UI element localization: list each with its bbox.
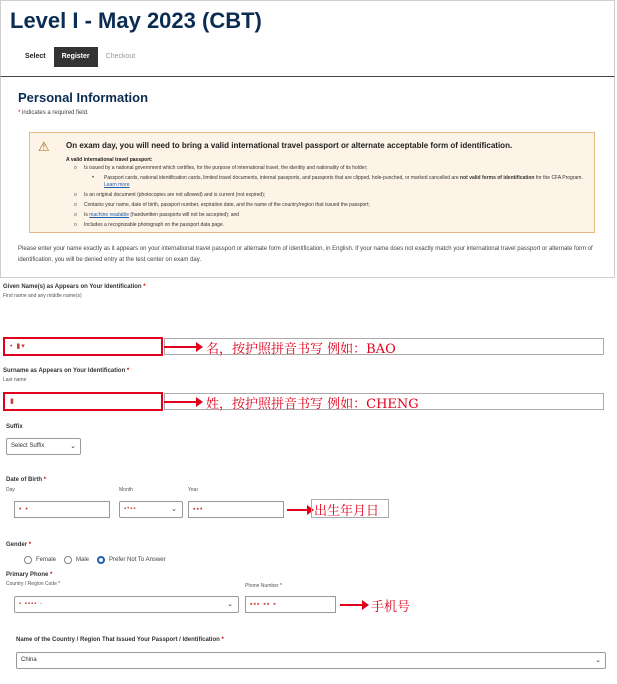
arrow-icon bbox=[164, 346, 198, 348]
gender-male-radio[interactable] bbox=[64, 556, 72, 564]
dob-year-input[interactable]: ▪▪• bbox=[188, 501, 284, 518]
phone-label: Primary Phone * bbox=[6, 572, 53, 578]
step-checkout[interactable]: Checkout bbox=[105, 53, 136, 60]
arrow-icon bbox=[340, 604, 364, 606]
phone-annotation: 手机号 bbox=[371, 600, 411, 615]
gender-female-label: Female bbox=[36, 557, 57, 563]
given-name-highlight bbox=[3, 337, 163, 356]
surname-annotation: 姓，按护照拼音书写 例如：CHENG bbox=[206, 397, 419, 412]
given-name-hint: First name and any middle name(s) bbox=[3, 293, 82, 299]
list-item: o Is an original document (photocopies are not allowed) and is current (not expired); bbox=[74, 192, 594, 199]
country-code-hint: Country / Region Code * bbox=[6, 581, 61, 587]
given-name-label: Given Name(s) as Appears on Your Identification * bbox=[3, 284, 146, 290]
list-item: o Is machine readable (handwritten passports will not be accepted); and bbox=[74, 212, 594, 219]
dob-day-input[interactable]: • • bbox=[14, 501, 110, 518]
warning-heading: On exam day, you will need to bring a valid international travel passport or alternate acceptable form of identification. bbox=[66, 141, 513, 150]
given-name-annotation: 名，按护照拼音书写 例如：BAO bbox=[206, 342, 396, 357]
country-select[interactable]: China ⌄ bbox=[16, 652, 606, 669]
step-tabs bbox=[17, 47, 143, 67]
chevron-down-icon: ⌄ bbox=[171, 506, 178, 513]
arrow-icon bbox=[287, 509, 309, 511]
warning-triangle-icon: ⚠ bbox=[38, 139, 50, 154]
page-title: Level I - May 2023 (CBT) bbox=[10, 8, 262, 33]
list-item: o Contains your name, date of birth, passport number, expiration date, and the name of the country/region that issued the passport; bbox=[74, 202, 594, 209]
suffix-select[interactable]: Select Suffix ⌄ bbox=[6, 438, 81, 455]
dob-day-hint: Day bbox=[6, 487, 15, 493]
phone-number-hint: Phone Number * bbox=[245, 583, 282, 589]
given-name-input[interactable]: • ▮▾ bbox=[10, 343, 26, 350]
warning-list bbox=[74, 165, 594, 232]
gender-label: Gender * bbox=[6, 542, 32, 548]
list-item: o Includes a recognizable photograph on the passport data page. bbox=[74, 222, 594, 229]
surname-label: Surname as Appears on Your Identification * bbox=[3, 368, 130, 374]
gender-prefer-not-label: Prefer Not To Answer bbox=[109, 557, 166, 563]
dob-label: Date of Birth * bbox=[6, 477, 47, 483]
list-item: • Passport cards, national identification cards, limited travel documents, internal passports, and passports that are clipped, hole-punched, or marked cancelled are not valid forms of identification for the CFA Program. Learn more bbox=[84, 175, 594, 189]
dob-annotation: 出生年月日 bbox=[314, 504, 380, 519]
dob-month-hint: Month bbox=[119, 487, 133, 493]
dob-year-hint: Year bbox=[188, 487, 199, 493]
gender-radio-group bbox=[24, 556, 174, 564]
required-note: * indicates a required field. bbox=[18, 110, 89, 116]
step-select[interactable]: Select bbox=[25, 53, 46, 60]
learn-more-link[interactable]: Learn more bbox=[104, 182, 130, 188]
country-code-select[interactable]: ▪ ▪▪▪▪ - ⌄ bbox=[14, 596, 239, 613]
surname-hint: Last name bbox=[3, 377, 27, 383]
country-label: Name of the Country / Region That Issued Your Passport / Identification * bbox=[16, 637, 224, 643]
name-instructions: Please enter your name exactly as it appears on your international travel passport or alternate form of identification, in English. If your name does not exactly match your international travel passport or alternate form of identification, you will be denied entry at the test center on exam day. bbox=[18, 246, 593, 263]
gender-female-radio[interactable] bbox=[24, 556, 32, 564]
phone-number-input[interactable]: ▪▪▪ ▪▪ ▪ bbox=[245, 596, 336, 613]
chevron-down-icon: ⌄ bbox=[70, 443, 76, 450]
arrow-icon bbox=[164, 401, 198, 403]
surname-highlight bbox=[3, 392, 163, 411]
suffix-label: Suffix bbox=[6, 424, 23, 430]
id-warning-box bbox=[29, 132, 595, 233]
warning-subheading: A valid international travel passport: bbox=[66, 157, 153, 163]
gender-male-label: Male bbox=[76, 557, 90, 563]
dob-month-select[interactable]: ▪•▪▪ ⌄ bbox=[119, 501, 183, 518]
surname-input[interactable]: ▮ bbox=[10, 398, 15, 405]
header-panel bbox=[0, 0, 615, 76]
gender-prefer-not-radio[interactable] bbox=[97, 556, 105, 564]
machine-readable-link[interactable]: machine readable bbox=[89, 212, 130, 218]
list-item: o Is issued by a national government which certifies, for the purpose of international travel, the identity and nationality of its holder; bbox=[74, 165, 594, 172]
step-register[interactable]: Register bbox=[54, 47, 98, 67]
chevron-down-icon: ⌄ bbox=[227, 601, 234, 608]
chevron-down-icon: ⌄ bbox=[595, 657, 601, 664]
section-title: Personal Information bbox=[18, 90, 149, 105]
